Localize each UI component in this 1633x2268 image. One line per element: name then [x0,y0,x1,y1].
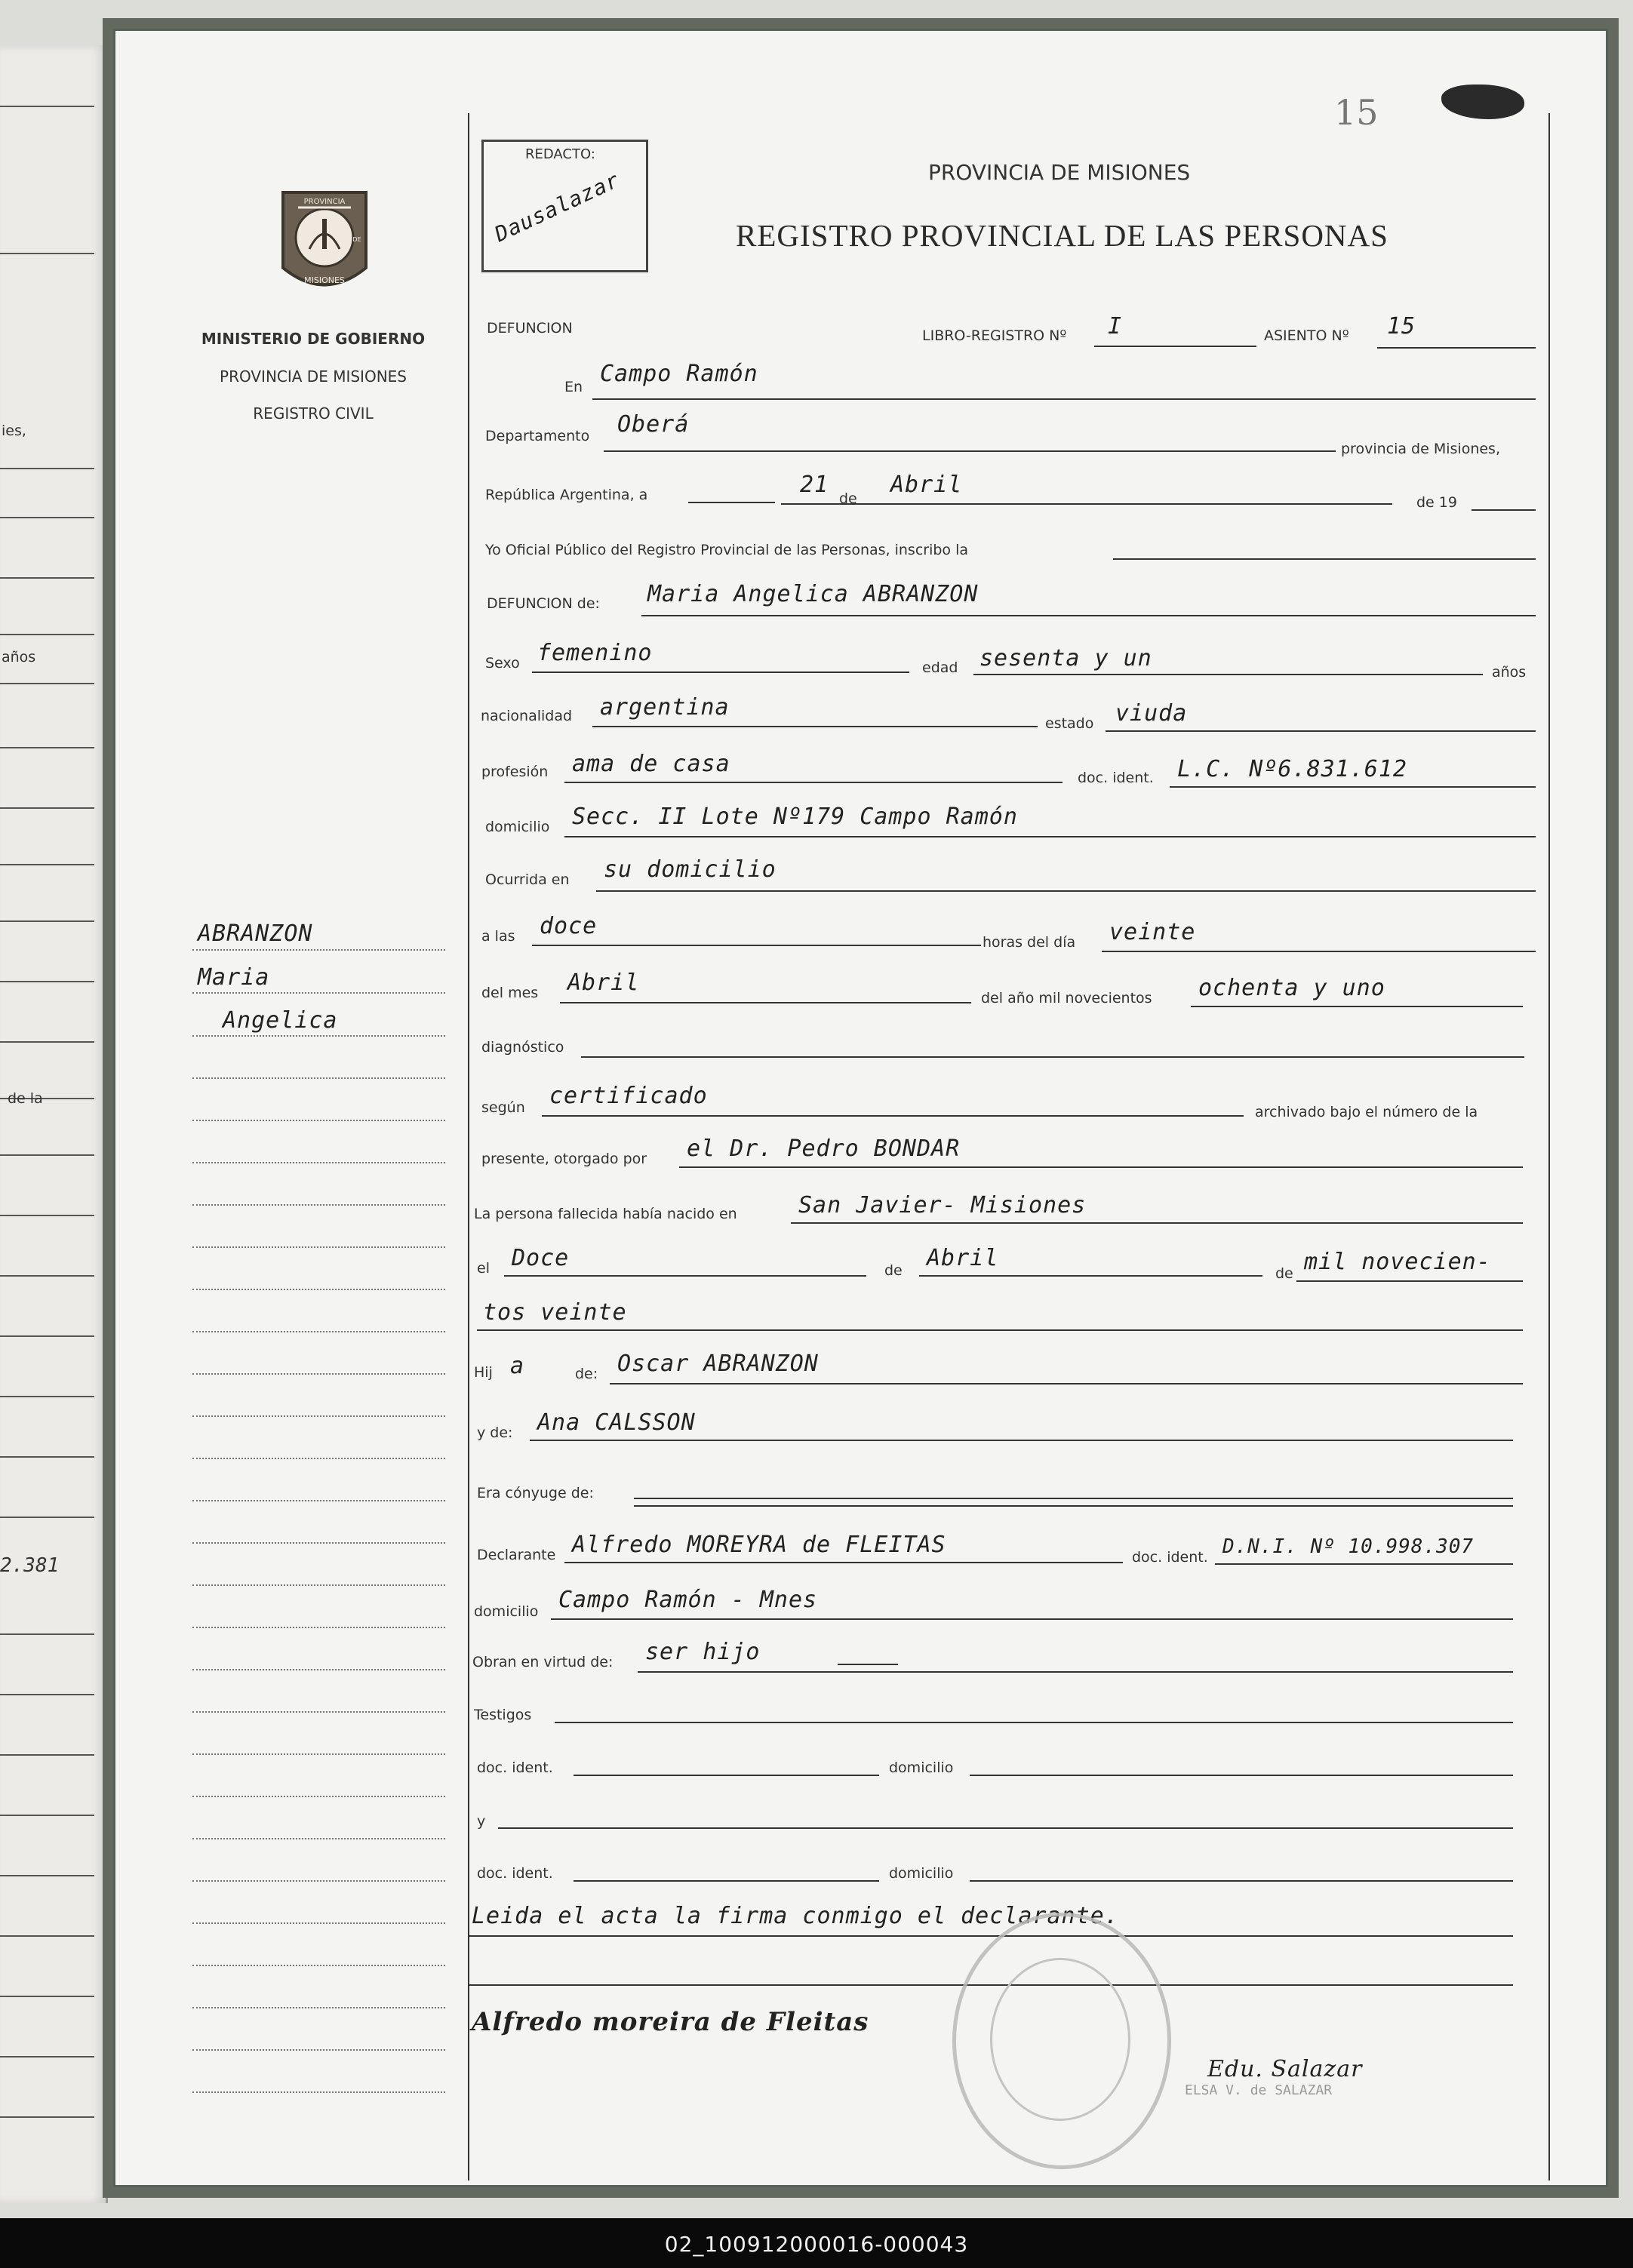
underline [1215,1563,1513,1565]
label-nacionalidad: nacionalidad [481,708,573,724]
underline [688,502,775,503]
label-decl-domicilio: domicilio [474,1603,539,1620]
label-hija-de: de: [575,1366,598,1382]
label-de: de [839,490,857,507]
value-nacido: San Javier- Misiones [798,1192,1087,1219]
header-registry: REGISTRO PROVINCIAL DE LAS PERSONAS [736,218,1389,253]
value-nacionalidad: argentina [600,694,730,721]
left-page-rule [0,1935,94,1937]
left-page-rule [0,1633,94,1635]
margin-dotted-line [192,2091,445,2093]
left-page-edge [0,45,108,2203]
value-de-ano: mil novecien- [1304,1249,1491,1275]
label-edad: edad [922,659,958,676]
value-decl-domicilio: Campo Ramón - Mnes [558,1587,818,1613]
left-page-rule [0,468,94,469]
value-del-mes: Abril [567,970,640,996]
left-page-fragment: ies, [2,423,26,439]
provincial-seal-icon [268,177,381,306]
label-del-mes: del mes [481,985,539,1001]
left-page-rule [0,683,94,684]
label-testigo2-doc: doc. ident. [477,1865,553,1882]
underline [560,1002,971,1003]
margin-dotted-line [192,1077,445,1079]
header-province: PROVINCIA DE MISIONES [928,160,1191,185]
left-page-rule [0,1754,94,1756]
margin-dotted-line [192,1627,445,1628]
value-sexo: femenino [537,640,653,666]
underline [604,450,1336,452]
left-page-rule [0,517,94,518]
margin-dotted-line [192,1584,445,1586]
seal-text-top: PROVINCIA [303,198,346,206]
label-testigo1-doc: doc. ident. [477,1759,553,1776]
label-y: y [477,1813,486,1830]
underline [634,1505,1513,1507]
left-page-rule [0,1335,94,1337]
margin-dotted-line [192,1415,445,1417]
ministry-registry: REGISTRO CIVIL [253,404,374,423]
value-a-las: doce [540,913,598,939]
label-departamento: Departamento [485,428,590,444]
underline [1191,1006,1523,1007]
value-asiento: 15 [1387,313,1416,340]
seal-text-bottom: MISIONES [304,275,345,285]
underline [551,1618,1513,1620]
left-page-rule [0,577,94,579]
margin-dotted-line [192,1162,445,1163]
value-horas: veinte [1109,919,1196,945]
left-page-fragment: años [2,649,36,665]
label-presente: presente, otorgado por [481,1151,647,1167]
left-page-rule [0,864,94,865]
label-testigos: Testigos [474,1707,532,1723]
signature-officer: Edu. Salazar [1207,2056,1363,2082]
left-page-rule [0,1996,94,1997]
label-nacido: La persona fallecida había nacido en [474,1206,737,1222]
value-libro: I [1108,313,1123,340]
value-profesion: ama de casa [572,751,730,777]
left-page-rule [0,1456,94,1458]
underline [638,1671,1513,1673]
underline [596,890,1536,892]
label-segun: según [481,1099,525,1116]
margin-dotted-line [192,992,445,994]
underline [1094,346,1256,347]
value-departamento: Oberá [617,411,690,438]
value-obran: ser hijo [645,1639,761,1665]
left-page-rule [0,1517,94,1518]
value-presente: el Dr. Pedro BONDAR [687,1136,961,1162]
underline [468,1935,1513,1937]
label-asiento: ASIENTO Nº [1264,327,1349,344]
margin-dotted-line [192,1373,445,1375]
label-en: En [564,379,583,395]
label-hija: Hij [474,1364,493,1381]
label-diagnostico: diagnóstico [481,1039,564,1056]
left-page-rule [0,807,94,809]
label-obran: Obran en virtud de: [472,1654,614,1670]
underline [555,1722,1513,1723]
underline [581,1056,1524,1058]
margin-dotted-line [192,2007,445,2008]
label-del-ano: del año mil novecientos [981,990,1152,1006]
image-identifier: 02_100912000016-000043 [664,2232,969,2257]
underline [610,1383,1523,1384]
value-decl-doc: D.N.I. Nº 10.998.307 [1222,1535,1475,1558]
left-page-rule [0,1694,94,1695]
underline [970,1880,1513,1882]
margin-dotted-line [192,1289,445,1290]
value-dia: 21 [800,472,829,498]
margin-dotted-line [192,1922,445,1924]
left-page-rule [0,2116,94,2118]
label-defuncion-de: DEFUNCION de: [487,595,600,612]
margin-dotted-line [192,1331,445,1332]
underline [919,1275,1262,1277]
left-page-rule [0,981,94,982]
left-page-rule [0,2056,94,2057]
value-edad: sesenta y un [979,645,1152,671]
label-a-las: a las [481,928,515,945]
margin-rule [468,113,469,2180]
label-republica: República Argentina, a [485,487,648,503]
label-provincia: provincia de Misiones, [1341,441,1500,457]
margin-dotted-line [192,1542,445,1544]
margin-given-name-2: Angelica [223,1007,338,1034]
value-doc-ident: L.C. Nº6.831.612 [1177,756,1407,782]
value-hija-suffix: a [510,1353,525,1379]
margin-dotted-line [192,1711,445,1713]
margin-dotted-line [192,1204,445,1206]
label-conyuge: Era cónyuge de: [477,1485,594,1501]
margin-given-name-1: Maria [198,964,270,991]
left-page-rule [0,634,94,635]
margin-dotted-line [192,1669,445,1670]
value-mes: Abril [890,472,963,498]
margin-dotted-line [192,1753,445,1755]
left-page-rule [0,253,94,254]
value-de-mes: Abril [927,1245,999,1271]
label-de-19: de 19 [1416,494,1457,511]
folio-number: 15 [1334,92,1379,133]
label-testigo2-domicilio: domicilio [889,1865,954,1882]
label-doc-ident: doc. ident. [1078,770,1154,786]
underline [574,1880,879,1882]
label-estado: estado [1045,715,1094,732]
underline [1106,730,1536,732]
underline [1113,558,1536,560]
label-y-de: y de: [477,1424,513,1441]
underline [970,1775,1513,1776]
label-testigo1-domicilio: domicilio [889,1759,954,1776]
left-page-rule [0,1215,94,1216]
underline [564,1562,1123,1563]
label-defuncion: DEFUNCION [487,320,573,337]
label-decl-doc: doc. ident. [1132,1549,1208,1566]
value-segun: certificado [549,1083,708,1109]
left-page-rule [0,747,94,748]
margin-dotted-line [192,1880,445,1882]
officer-name-stamp: ELSA V. de SALAZAR [1185,2082,1333,2098]
margin-dotted-line [192,1838,445,1839]
label-sexo: Sexo [485,655,520,671]
right-margin-rule [1548,113,1550,2180]
margin-dotted-line [192,2049,445,2051]
margin-dotted-line [192,1458,445,1459]
left-page-rule [0,1875,94,1876]
label-libro: LIBRO-REGISTRO Nº [922,327,1067,344]
left-page-rule [0,920,94,922]
label-de-mes: de [884,1262,903,1279]
value-en: Campo Ramón [600,361,758,387]
value-tos-veinte: tos veinte [483,1299,627,1326]
left-page-rule [0,1275,94,1277]
underline [592,726,1038,727]
left-page-fragment: de la [8,1090,43,1107]
underline [679,1166,1523,1168]
underline [641,615,1536,616]
label-declarante: Declarante [477,1547,556,1563]
underline [542,1115,1244,1117]
margin-dotted-line [192,1035,445,1037]
underline [1296,1280,1523,1282]
left-page-rule [0,1041,94,1043]
margin-dotted-line [192,1796,445,1797]
underline [781,503,1392,505]
value-defuncion-de: Maria Angelica ABRANZON [647,581,979,607]
value-madre: Ana CALSSON [537,1409,696,1436]
margin-surname: ABRANZON [198,920,313,947]
value-padre: Oscar ABRANZON [617,1351,819,1377]
underline [564,782,1063,783]
left-page-rule [0,106,94,107]
signature-declarant: Alfredo moreira de Fleitas [472,2007,869,2037]
underline [1472,509,1536,511]
underline [634,1498,1513,1499]
redacto-signature: Dausalazar [491,167,624,247]
value-estado: viuda [1115,700,1188,727]
ministry-title: MINISTERIO DE GOBIERNO [201,330,426,348]
label-archivado: archivado bajo el número de la [1255,1104,1478,1120]
underline [532,945,981,946]
value-declarante: Alfredo MOREYRA de FLEITAS [572,1532,946,1558]
value-del-ano: ochenta y uno [1198,975,1385,1001]
margin-dotted-line [192,1965,445,1966]
underline [973,674,1483,675]
left-page-rule [0,1815,94,1816]
underline [592,398,1536,400]
left-page-fragment: 2.381 [0,1554,60,1577]
seal-text-ring: DE [352,236,361,243]
value-domicilio: Secc. II Lote Nº179 Campo Ramón [572,804,1018,830]
underline [1377,347,1536,349]
label-horas: horas del día [983,934,1076,951]
redacto-label: REDACTO: [525,146,595,162]
label-domicilio: domicilio [485,819,550,835]
label-el: el [477,1260,490,1277]
left-page-rule [0,1154,94,1156]
label-anos: años [1492,664,1527,681]
margin-dotted-line [192,1246,445,1248]
underline [574,1775,879,1776]
value-el: Doce [512,1245,570,1271]
closing-statement: Leida el acta la firma conmigo el declarante. [472,1903,1119,1929]
margin-dotted-line [192,949,445,951]
margin-dotted-line [192,1120,445,1121]
value-ocurrida: su domicilio [604,856,777,883]
underline [1102,951,1536,952]
label-yo-oficial: Yo Oficial Público del Registro Provincial de las Personas, inscribo la [485,542,969,558]
underline [498,1827,1513,1829]
underline [504,1275,866,1277]
label-ocurrida: Ocurrida en [485,871,570,888]
official-stamp-inner [990,1958,1130,2121]
label-de-ano: de [1275,1265,1293,1282]
underline [1170,786,1536,788]
underline [530,1440,1513,1441]
underline [477,1329,1523,1331]
label-profesion: profesión [481,764,549,780]
left-page-rule [0,1396,94,1397]
underline [791,1222,1523,1224]
underline [564,836,1536,837]
ministry-province: PROVINCIA DE MISIONES [220,367,407,386]
underline [838,1664,898,1665]
underline [532,671,909,673]
margin-dotted-line [192,1500,445,1501]
redacto-box [481,140,648,272]
